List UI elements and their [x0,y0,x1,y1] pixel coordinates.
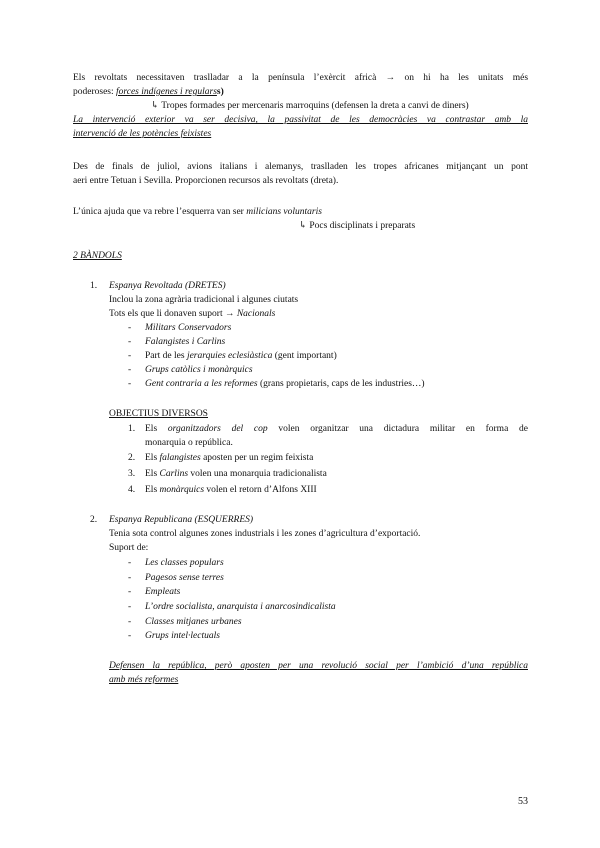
emphasis-note: intervenció de les potències feixistes [73,129,212,139]
list-item: - Part de les jerarquies eclesiàstica (gent important) [128,351,337,361]
list-item: - Empleats [128,587,181,597]
paragraph-line: Tenia sota control algunes zones industrials i les zones d’agricultura d’exportació. [109,529,421,539]
paragraph-line: Suport de: [109,543,149,553]
list-item: - Grups intel·lectuals [128,631,220,641]
list-item: - Pagesos sense terres [128,573,224,583]
paragraph-line: Els revoltats necessitaven traslladar a la península l’exèrcit africà → on hi ha les unitats més [73,73,529,83]
return-arrow-icon: ↳ [151,101,159,111]
list-item: - Gent contraria a les reformes (grans propietaris, caps de les industries…) [128,379,425,389]
sub-note: ↳ Tropes formades per mercenaris marroquins (defensen la dreta a canvi de diners) [151,101,469,111]
list-item: - L’ordre socialista, anarquista i anarcosindicalista [128,602,336,612]
page-number: 53 [518,796,528,807]
list-item: - Militars Conservadors [128,323,232,333]
paragraph-line: Inclou la zona agrària tradicional i algunes ciutats [109,295,299,305]
list-number: 1. [128,424,136,434]
objective-item: Els monàrquics volen el retorn d’Alfons XIII [145,485,317,495]
subsection-title: Espanya Republicana (ESQUERRES) [109,515,254,525]
paragraph-line: aeri entre Tetuan i Sevilla. Proporcionen recursos als revoltats (dreta). [73,176,339,186]
paragraph-line: L’única ajuda que va rebre l’esquerra van ser milicians voluntaris [73,207,322,217]
list-number: 2. [128,453,136,463]
objective-item: Els Carlins volen una monarquia tradicionalista [145,469,327,479]
subsection-title: Espanya Revoltada (DRETES) [109,281,226,291]
list-item: - Les classes populars [128,558,224,568]
return-arrow-icon: ↳ [299,221,307,231]
objectives-heading: OBJECTIUS DIVERSOS [109,409,208,419]
objective-item: Els falangistes aposten per un regim feixista [145,453,314,463]
list-number: 2. [90,515,98,525]
emphasis-note: Defensen la república, però aposten per una revolució social per l’ambició d’una república [109,661,528,671]
section-heading: 2 BÀNDOLS [73,251,122,261]
underlined-term: forces indígenes i regulars [116,87,217,97]
list-number: 1. [90,281,98,291]
list-item: - Falangistes i Carlins [128,337,226,347]
objective-item-cont: monarquia o república. [145,438,233,448]
paragraph-line: Des de finals de juliol, avions italians i alemanys, traslladen les tropes africanes mitjançant un pont [73,162,528,172]
sub-note: ↳ Pocs disciplinats i preparats [299,221,416,231]
emphasis-note: La intervenció exterior va ser decisiva, la passivitat de les democràcies va contrastar amb la [73,115,528,125]
list-number: 4. [128,485,136,495]
paragraph-line: poderoses: forces indígenes i regularss) [73,87,224,97]
paragraph-line: Tots els que li donaven suport → Nacionals [109,309,276,319]
arrow-symbol: → [224,309,235,319]
arrow-symbol: → [385,73,396,83]
list-item: - Classes mitjanes urbanes [128,617,242,627]
list-item: - Grups catòlics i monàrquics [128,365,253,375]
objective-item: Els organitzadors del cop volen organitzar una dictadura militar en forma de [145,424,528,434]
emphasis-note: amb més reformes [109,675,179,685]
list-number: 3. [128,469,136,479]
